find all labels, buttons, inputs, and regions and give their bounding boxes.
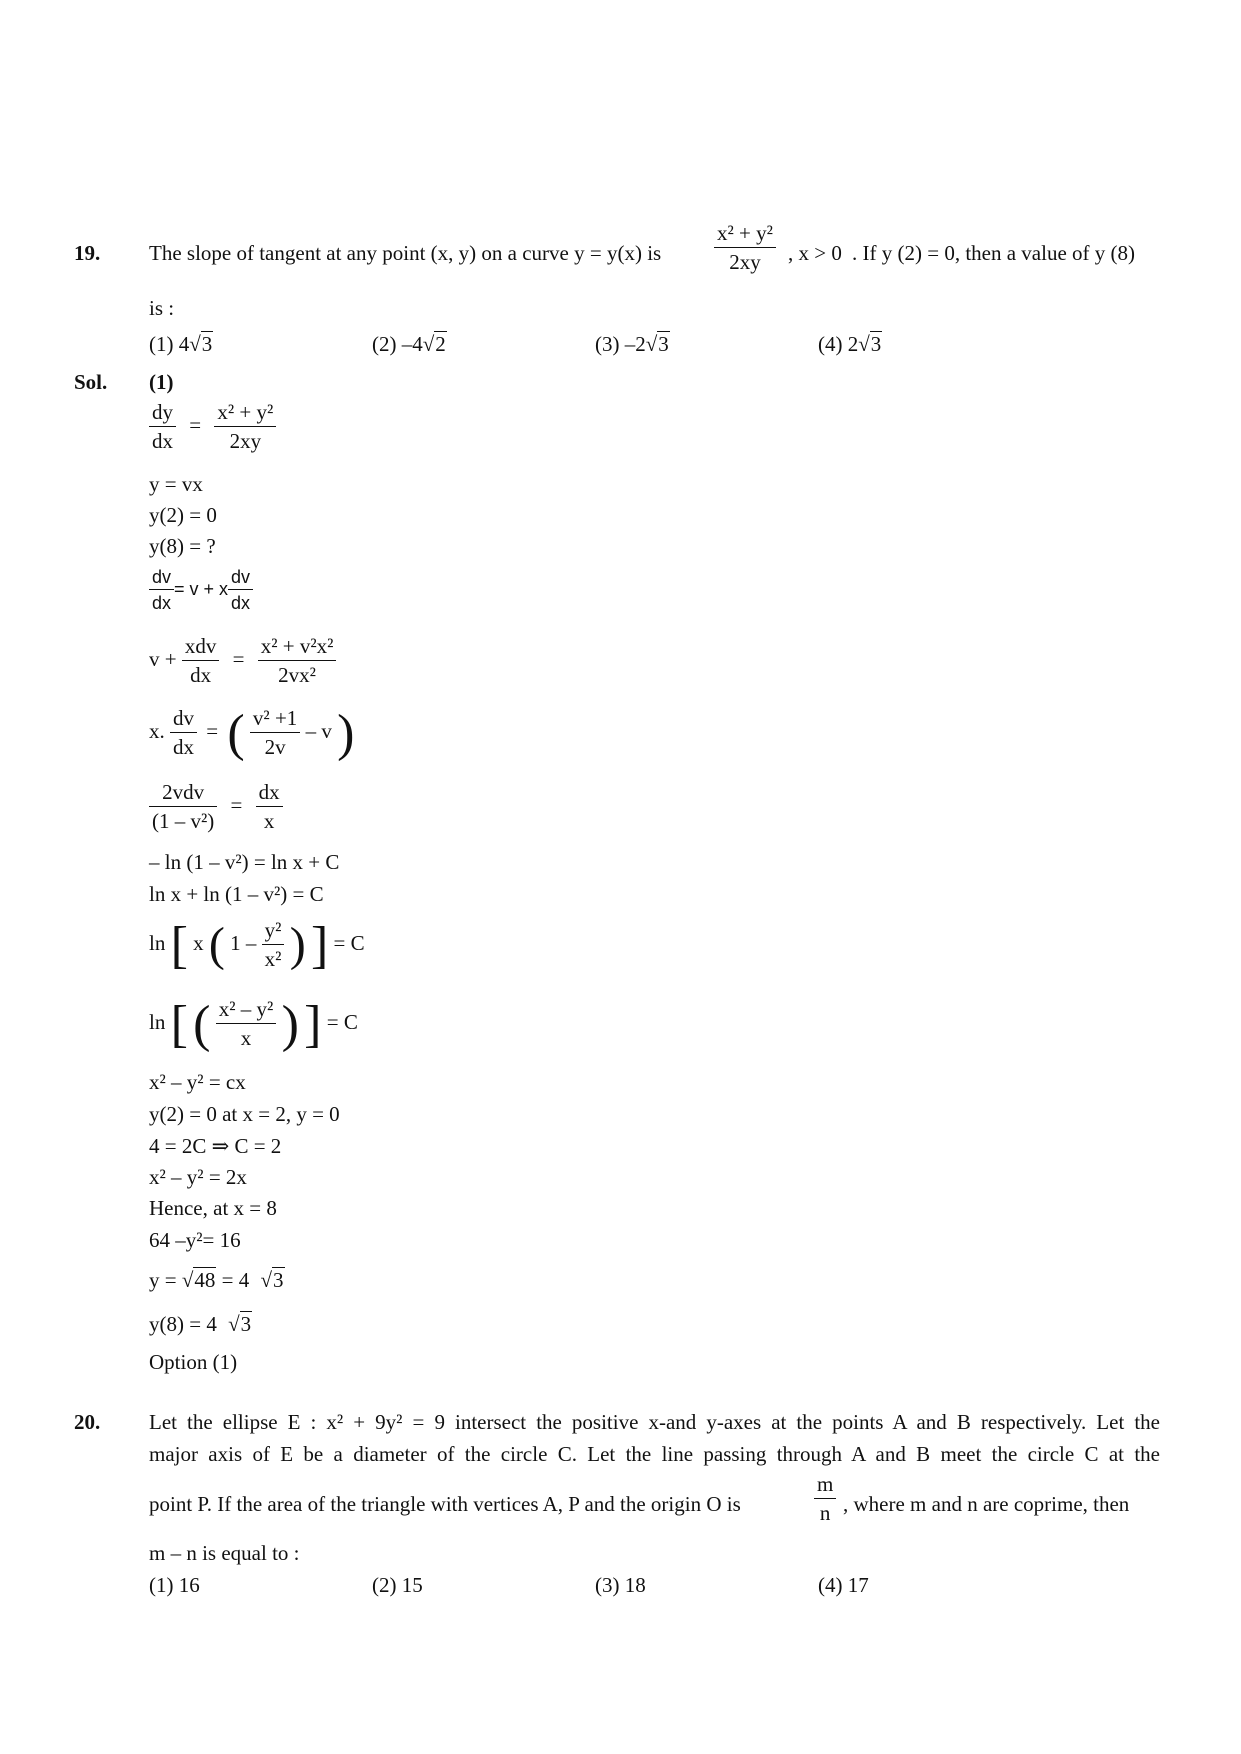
- left-bracket-icon: [: [170, 916, 188, 974]
- prefix: y(8) = 4: [149, 1312, 217, 1336]
- question-line-4: m – n is equal to :: [149, 1541, 300, 1565]
- sqrt-icon: √3: [260, 1268, 284, 1292]
- sol-line-10: ln x + ln (1 – v²) = C: [149, 882, 324, 906]
- den: x²: [264, 947, 282, 971]
- sol-line-4: y(8) = ?: [149, 534, 216, 558]
- left-paren-icon: (: [208, 917, 225, 971]
- den: x: [263, 809, 275, 833]
- den: 2xy: [229, 429, 262, 453]
- num: xdv: [182, 636, 220, 661]
- num: x² + v²x²: [258, 636, 337, 661]
- sol-line-3: y(2) = 0: [149, 503, 217, 527]
- left-paren-icon: (: [193, 995, 211, 1053]
- question-line-1: Let the ellipse E : x² + 9y² = 9 intersect the positive x-and y-axes at the points A and B respectively. Let the: [149, 1410, 1160, 1434]
- sqrt-icon: √2: [422, 332, 446, 356]
- question-number: 20.: [74, 1410, 101, 1434]
- fraction-denominator: n: [819, 1501, 831, 1525]
- question-stem-c: is :: [149, 296, 175, 320]
- sol-line-19: [149, 1270, 285, 1291]
- num: dv: [149, 568, 174, 590]
- prefix: v +: [149, 646, 177, 671]
- option-radicand: 3: [658, 332, 669, 356]
- right-paren-icon: ): [337, 704, 355, 762]
- prefix: ln: [149, 1009, 166, 1034]
- fraction-numerator: x² + y²: [714, 223, 776, 248]
- sol-line-16: x² – y² = 2x: [149, 1165, 247, 1189]
- option-4[interactable]: [818, 334, 882, 355]
- sol-line-9: – ln (1 – v²) = ln x + C: [149, 850, 340, 874]
- question-stem-a: The slope of tangent at any point (x, y) on a curve y = y(x) is: [149, 241, 662, 265]
- den: 2v: [264, 735, 286, 759]
- question-number: 19.: [74, 241, 101, 265]
- sqrt-icon: √3: [189, 332, 213, 356]
- option-1[interactable]: [149, 334, 213, 355]
- mid: = 4: [221, 1268, 250, 1292]
- option-coef: 4: [178, 332, 190, 356]
- option-value: 16: [178, 1573, 200, 1597]
- option-1[interactable]: [149, 1575, 200, 1596]
- num: v² +1: [250, 708, 300, 733]
- num: x² + y²: [214, 402, 276, 427]
- den: x: [240, 1026, 252, 1050]
- eq: = C: [333, 930, 365, 955]
- question-line-3a: point P. If the area of the triangle with vertices A, P and the origin O is: [149, 1492, 741, 1516]
- option-2[interactable]: [372, 334, 447, 355]
- num: 2vdv: [149, 782, 217, 807]
- sol-line-13: x² – y² = cx: [149, 1070, 246, 1094]
- option-label: (1): [149, 1573, 174, 1597]
- sol-line-14: y(2) = 0 at x = 2, y = 0: [149, 1102, 340, 1126]
- option-coef: 2: [847, 332, 859, 356]
- question-condition: , x > 0: [788, 241, 842, 265]
- option-value: 15: [401, 1573, 423, 1597]
- left-bracket-icon: [: [170, 995, 188, 1053]
- sol-line-1: $\frac{dy}{dx}$ = $\frac{\text{x² + y²}}{2xy}$: [149, 402, 276, 452]
- option-3[interactable]: [595, 1575, 646, 1596]
- num: dy: [149, 402, 176, 427]
- prefix: ln: [149, 930, 166, 955]
- sol-line-15: 4 = 2C ⇒ C = 2: [149, 1134, 282, 1158]
- prefix: x.: [149, 718, 165, 743]
- slope-fraction: [714, 223, 776, 273]
- prefix: y =: [149, 1268, 177, 1292]
- sol-line-7: x. $\frac{dv}{dx}$ = ( $\frac{\text{v² +1}}{2v}$ – v ): [149, 704, 355, 762]
- option-radicand: 3: [201, 332, 213, 356]
- tail: – v: [305, 718, 332, 743]
- den: dx: [190, 663, 212, 687]
- question-stem-b: . If y (2) = 0, then a value of y (8): [852, 241, 1135, 265]
- den: dx: [231, 593, 251, 613]
- solution-answer: (1): [149, 370, 174, 394]
- right-paren-icon: ): [281, 995, 299, 1053]
- num: dv: [228, 568, 253, 590]
- num: dv: [170, 708, 197, 733]
- option-4[interactable]: [818, 1575, 869, 1596]
- sol-line-2: y = vx: [149, 472, 203, 496]
- option-label: (4): [818, 1573, 843, 1597]
- option-coef: –2: [624, 332, 646, 356]
- den: dx: [173, 735, 194, 759]
- question-line-2: major axis of E be a diameter of the circle C. Let the line passing through A and B meet the circle C at the: [149, 1442, 1160, 1466]
- option-coef: –4: [401, 332, 423, 356]
- question-line-3b: , where m and n are coprime, then: [843, 1492, 1130, 1516]
- option-radicand: 2: [435, 332, 446, 356]
- option-label: (3): [595, 1573, 620, 1597]
- den: dx: [152, 429, 173, 453]
- option-3[interactable]: [595, 334, 670, 355]
- option-2[interactable]: [372, 1575, 423, 1596]
- sol-line-17: Hence, at x = 8: [149, 1196, 277, 1220]
- sol-line-5: [149, 568, 253, 612]
- sol-line-5-mid: = v + x: [174, 578, 229, 599]
- sqrt-icon: √3: [858, 332, 882, 356]
- right-bracket-icon: ]: [304, 995, 322, 1053]
- option-label: (4): [818, 332, 843, 356]
- sqrt-icon: √3: [228, 1312, 252, 1336]
- sol-line-8: $\frac{\text{2vdv}}{\text{(1 – v²)}}$ = $\frac{dx}{x}$: [149, 782, 283, 832]
- sol-line-11: [149, 916, 365, 974]
- sol-line-12: [149, 995, 358, 1053]
- area-fraction: [814, 1474, 836, 1524]
- num: dx: [256, 782, 283, 807]
- solution-label: Sol.: [74, 370, 108, 394]
- radicand: 3: [240, 1312, 252, 1336]
- option-value: 18: [624, 1573, 646, 1597]
- sol-line-20: [149, 1314, 252, 1335]
- sol-line-21: Option (1): [149, 1350, 238, 1374]
- sqrt-icon: √48: [181, 1268, 216, 1292]
- sol-line-18: 64 –y²= 16: [149, 1228, 241, 1252]
- sol-line-6: v + $\frac{\text{xdv}}{dx}$ = $\frac{\text{x² + v²x²}}{\text{2vx²}}$: [149, 636, 336, 686]
- right-bracket-icon: ]: [310, 916, 329, 974]
- sqrt-icon: √3: [645, 332, 669, 356]
- option-label: (2): [372, 1573, 397, 1597]
- x: x: [193, 930, 204, 955]
- option-label: (3): [595, 332, 620, 356]
- num: y²: [262, 920, 285, 945]
- den: dx: [152, 593, 172, 613]
- radicand: 3: [273, 1268, 284, 1292]
- num: x² – y²: [216, 999, 277, 1024]
- radicand: 48: [194, 1268, 216, 1292]
- option-label: (1): [149, 332, 174, 356]
- eq: = C: [326, 1009, 358, 1034]
- option-radicand: 3: [870, 332, 882, 356]
- option-label: (2): [372, 332, 397, 356]
- one: 1 –: [230, 930, 257, 955]
- den: 2vx²: [278, 663, 316, 687]
- den: (1 – v²): [152, 809, 215, 833]
- fraction-denominator: 2xy: [729, 250, 761, 274]
- right-paren-icon: ): [289, 917, 306, 971]
- option-value: 17: [847, 1573, 869, 1597]
- fraction-numerator: m: [814, 1474, 836, 1499]
- left-paren-icon: (: [227, 704, 245, 762]
